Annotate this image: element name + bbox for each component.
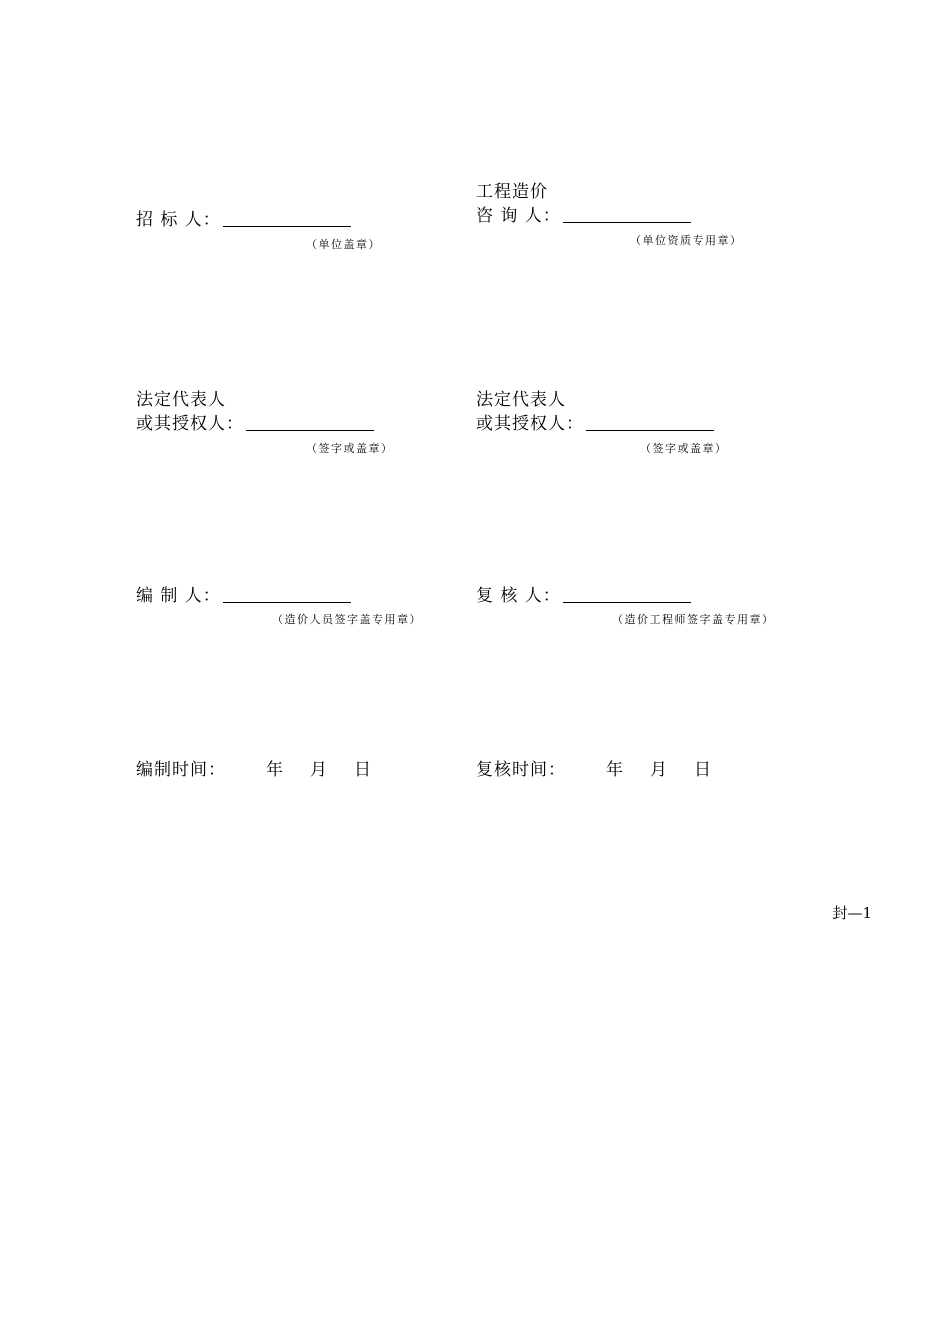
- left-legal-rep-label-line2: 或其授权人：: [136, 414, 244, 434]
- compile-date-day: 日: [354, 760, 371, 780]
- compile-date-label: 编制时间：: [136, 760, 226, 780]
- left-legal-rep-block: [136, 388, 374, 436]
- consultant-block: [476, 180, 691, 228]
- reviewer-label: 复 核 人：: [476, 586, 561, 606]
- consultant-note: （单位资质专用章）: [630, 234, 743, 247]
- tenderer-signature-line[interactable]: [223, 225, 351, 227]
- compiler-note: （造价人员签字盖专用章）: [272, 613, 422, 626]
- review-date-row: [476, 758, 711, 782]
- consultant-label-line2: 咨 询 人：: [476, 206, 561, 226]
- tenderer-label: 招 标 人：: [136, 210, 221, 230]
- reviewer-signature-line[interactable]: [563, 601, 691, 603]
- left-legal-rep-note: （签字或盖章）: [306, 442, 394, 455]
- compile-date-year: 年: [266, 760, 283, 780]
- right-legal-rep-block: [476, 388, 714, 436]
- tenderer-note: （单位盖章）: [306, 238, 381, 251]
- right-legal-rep-label-line1: 法定代表人: [476, 390, 566, 410]
- compiler-label: 编 制 人：: [136, 586, 221, 606]
- tenderer-block: [136, 208, 351, 232]
- review-date-month: 月: [650, 760, 667, 780]
- left-legal-rep-signature-line[interactable]: [246, 429, 374, 431]
- right-legal-rep-signature-line[interactable]: [586, 429, 714, 431]
- compiler-block: [136, 584, 351, 608]
- consultant-label-line1: 工程造价: [476, 182, 548, 202]
- reviewer-note: （造价工程师签字盖专用章）: [612, 613, 775, 626]
- right-legal-rep-note: （签字或盖章）: [640, 442, 728, 455]
- compile-date-row: [136, 758, 371, 782]
- review-date-day: 日: [694, 760, 711, 780]
- compiler-signature-line[interactable]: [223, 601, 351, 603]
- review-date-year: 年: [606, 760, 623, 780]
- consultant-signature-line[interactable]: [563, 221, 691, 223]
- reviewer-block: [476, 584, 691, 608]
- left-legal-rep-label-line1: 法定代表人: [136, 390, 226, 410]
- review-date-label: 复核时间：: [476, 760, 566, 780]
- right-legal-rep-label-line2: 或其授权人：: [476, 414, 584, 434]
- page-mark: 封—1: [832, 904, 872, 922]
- compile-date-month: 月: [310, 760, 327, 780]
